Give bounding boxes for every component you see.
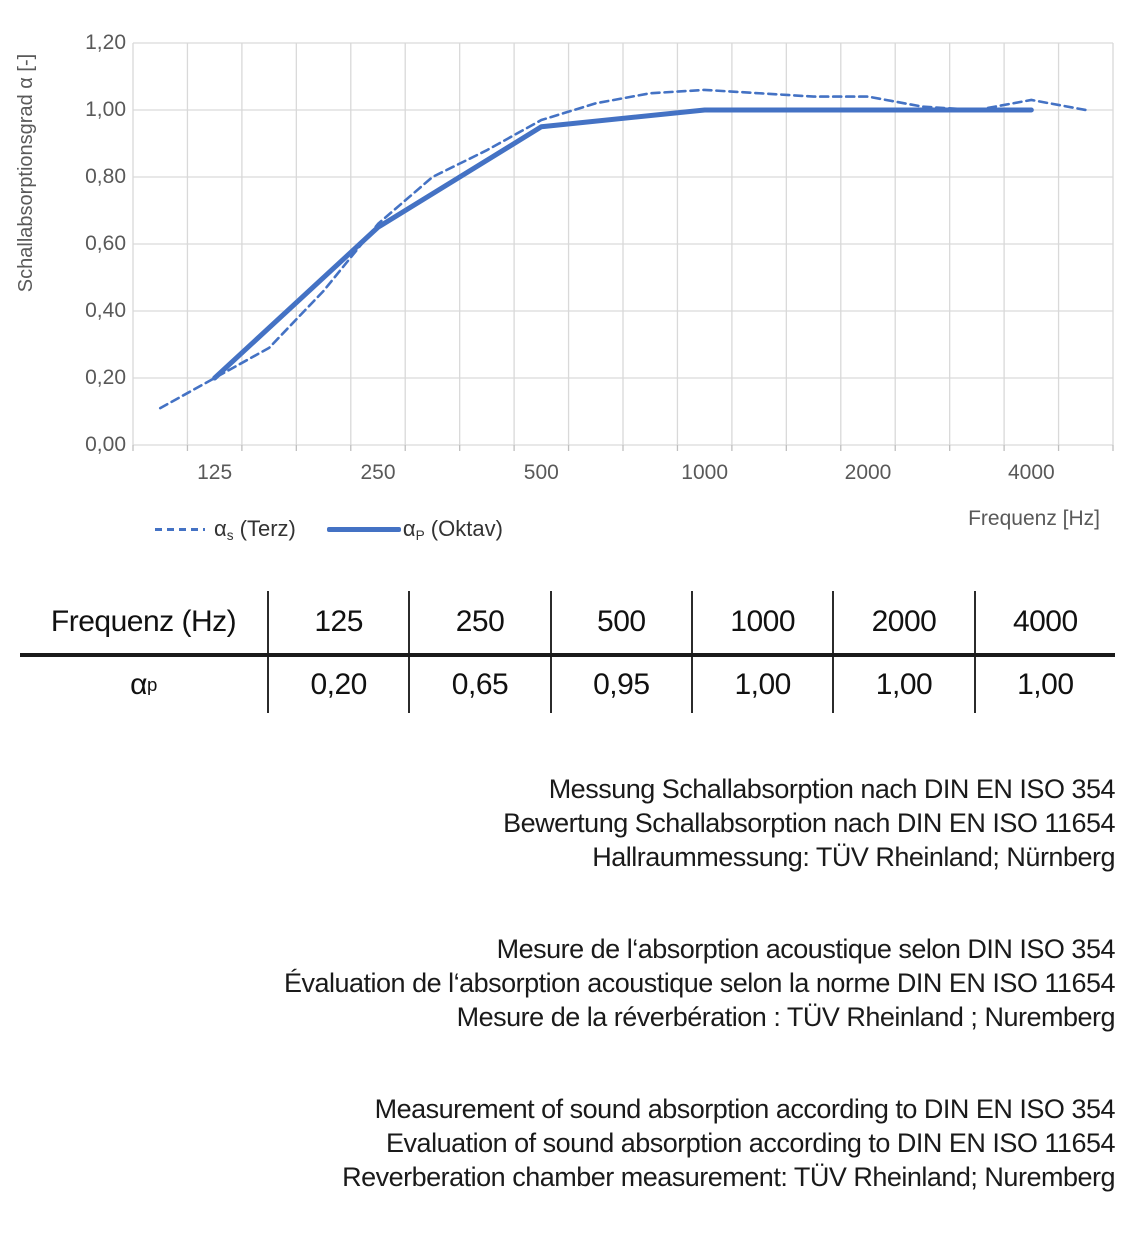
- note-line: Évaluation de l‘absorption acoustique selon la norme DIN EN ISO 11654: [283, 968, 1115, 998]
- note-line: Measurement of sound absorption according to DIN EN ISO 354: [374, 1094, 1115, 1124]
- table-value-cell: 1,00: [832, 657, 973, 713]
- sound-absorption-chart: [0, 0, 1135, 560]
- x-tick-label: 4000: [1007, 461, 1055, 484]
- y-tick-label: 0,60: [85, 232, 126, 255]
- x-tick-label: 2000: [844, 461, 892, 484]
- chart-legend: [155, 515, 503, 543]
- x-tick-label: 500: [523, 461, 559, 484]
- notes-german: [0, 772, 1115, 874]
- table-frequency-cell: 4000: [974, 591, 1115, 653]
- note-line: Mesure de la réverbération : TÜV Rheinland ; Nuremberg: [456, 1002, 1115, 1032]
- y-axis-title: Schallabsorptionsgrad α [-]: [15, 53, 37, 293]
- table-header-label: Frequenz (Hz): [50, 605, 237, 638]
- table-frequency-cell: 2000: [832, 591, 973, 653]
- table-value-cell: 1,00: [974, 657, 1115, 713]
- note-line: Messung Schallabsorption nach DIN EN ISO 354: [548, 774, 1115, 804]
- note-line: Evaluation of sound absorption according to DIN EN ISO 11654: [386, 1128, 1115, 1158]
- table-value-cell: 0,95: [550, 657, 691, 713]
- table-frequency-cell: 500: [550, 591, 691, 653]
- note-line: Hallraummessung: TÜV Rheinland; Nürnberg: [592, 842, 1115, 872]
- table-value-row: [20, 657, 1115, 713]
- y-tick-label: 0,00: [85, 433, 126, 456]
- table-header-row: [20, 591, 1115, 653]
- y-axis-tick-labels: [58, 0, 126, 500]
- notes-french: [0, 932, 1115, 1034]
- table-frequency-cell: 1000: [691, 591, 832, 653]
- note-line: Bewertung Schallabsorption nach DIN EN ISO 11654: [503, 808, 1115, 838]
- table-value-cell: 0,20: [267, 657, 408, 713]
- table-value-cell: 1,00: [691, 657, 832, 713]
- table-value-cell: 0,65: [408, 657, 549, 713]
- table-frequency-cell: 125: [267, 591, 408, 653]
- table-frequency-cell: 250: [408, 591, 549, 653]
- legend-label-alpha-s: $\alpha_s$ (Terz): [214, 515, 296, 543]
- legend-label-alpha-p: $\alpha_P$ (Oktav): [402, 515, 503, 543]
- absorption-table: [20, 591, 1115, 713]
- x-tick-label: 125: [197, 461, 233, 484]
- chart-canvas: [0, 0, 1135, 500]
- table-row-label-alpha-p: α p: [130, 668, 157, 701]
- x-axis-title: Frequenz [Hz]: [968, 507, 1100, 530]
- y-tick-label: 0,40: [85, 299, 126, 322]
- note-line: Reverberation chamber measurement: TÜV Rheinland; Nuremberg: [342, 1162, 1115, 1192]
- y-tick-label: 0,20: [85, 366, 126, 389]
- x-tick-label: 1000: [681, 461, 729, 484]
- y-tick-label: 1,20: [85, 31, 126, 54]
- legend-dashed-line-swatch: [155, 528, 205, 531]
- y-tick-label: 0,80: [85, 165, 126, 188]
- notes-english: [0, 1092, 1115, 1194]
- legend-solid-line-swatch: [327, 527, 401, 532]
- note-line: Mesure de l‘absorption acoustique selon DIN ISO 354: [496, 934, 1115, 964]
- x-tick-label: 250: [360, 461, 396, 484]
- y-tick-label: 1,00: [85, 98, 126, 121]
